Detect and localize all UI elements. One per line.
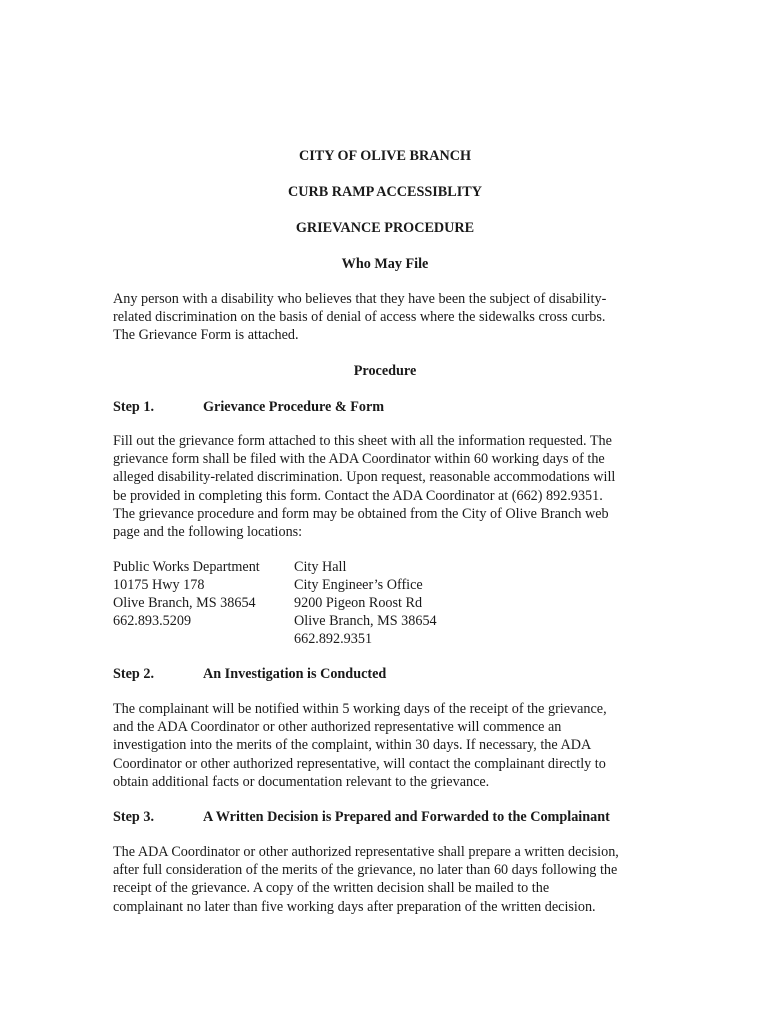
step1-number: Step 1.: [113, 399, 154, 415]
paragraph-line: receipt of the grievance. A copy of the written decision shall be mailed to the: [113, 880, 550, 897]
step2-paragraph: [113, 700, 673, 791]
address-line: City Hall: [294, 559, 347, 575]
address-line: 9200 Pigeon Roost Rd: [294, 595, 423, 611]
paragraph-line: be provided in completing this form. Contact the ADA Coordinator at (662) 892.9351.: [113, 487, 603, 504]
paragraph-line: investigation into the merits of the complaint, within 30 days. If necessary, the ADA: [113, 737, 592, 754]
title-grievance-procedure: GRIEVANCE PROCEDURE: [295, 220, 475, 236]
paragraph-line: The complainant will be notified within 5 working days of the receipt of the grievance,: [113, 701, 607, 717]
paragraph-line: The ADA Coordinator or other authorized representative shall prepare a written decision,: [113, 844, 619, 860]
address-line: 10175 Hwy 178: [113, 577, 205, 593]
paragraph-line: related discrimination on the basis of denial of access where the sidewalks cross curbs.: [113, 309, 606, 326]
address-line: Public Works Department: [113, 559, 260, 575]
address-line: 662.892.9351: [294, 631, 373, 647]
paragraph-line: obtain additional facts or documentation relevant to the grievance.: [113, 773, 490, 790]
step3-number: Step 3.: [113, 809, 154, 825]
address-line: Olive Branch, MS 38654: [294, 613, 437, 629]
paragraph-line: Any person with a disability who believes that they have been the subject of disability-: [113, 291, 607, 307]
who-may-file-heading: Who May File: [341, 256, 429, 272]
paragraph-line: The grievance procedure and form may be obtained from the City of Olive Branch web: [113, 505, 609, 522]
paragraph-line: after full consideration of the merits of the grievance, no later than 60 days following the: [113, 862, 618, 879]
paragraph-line: and the ADA Coordinator or other authorized representative will commence an: [113, 719, 562, 736]
step2-number: Step 2.: [113, 666, 154, 682]
address-line: 662.893.5209: [113, 613, 192, 629]
who-may-file-paragraph: [113, 290, 673, 345]
step3-title: A Written Decision is Prepared and Forwarded to the Complainant: [203, 809, 610, 825]
step2-title: An Investigation is Conducted: [203, 666, 387, 682]
title-curb-ramp: CURB RAMP ACCESSIBLITY: [288, 184, 482, 200]
paragraph-line: grievance form shall be filed with the ADA Coordinator within 60 working days of the: [113, 451, 605, 468]
paragraph-line: Coordinator or other authorized representative, will contact the complainant directly to: [113, 755, 606, 772]
paragraph-line: Fill out the grievance form attached to this sheet with all the information requested. The: [113, 433, 612, 449]
paragraph-line: alleged disability-related discrimination. Upon request, reasonable accommodations will: [113, 469, 616, 486]
procedure-heading: Procedure: [353, 363, 417, 379]
title-city: CITY OF OLIVE BRANCH: [299, 148, 471, 164]
step1-paragraph: [113, 432, 673, 541]
paragraph-line: The Grievance Form is attached.: [113, 327, 299, 344]
paragraph-line: complainant no later than five working days after preparation of the written decision.: [113, 898, 596, 915]
address-line: City Engineer’s Office: [294, 577, 423, 593]
public-works-address: [113, 558, 260, 630]
city-hall-address: [294, 558, 437, 648]
paragraph-line: page and the following locations:: [113, 524, 303, 541]
step3-paragraph: [113, 843, 673, 916]
address-line: Olive Branch, MS 38654: [113, 595, 256, 611]
step1-title: Grievance Procedure & Form: [203, 399, 385, 415]
